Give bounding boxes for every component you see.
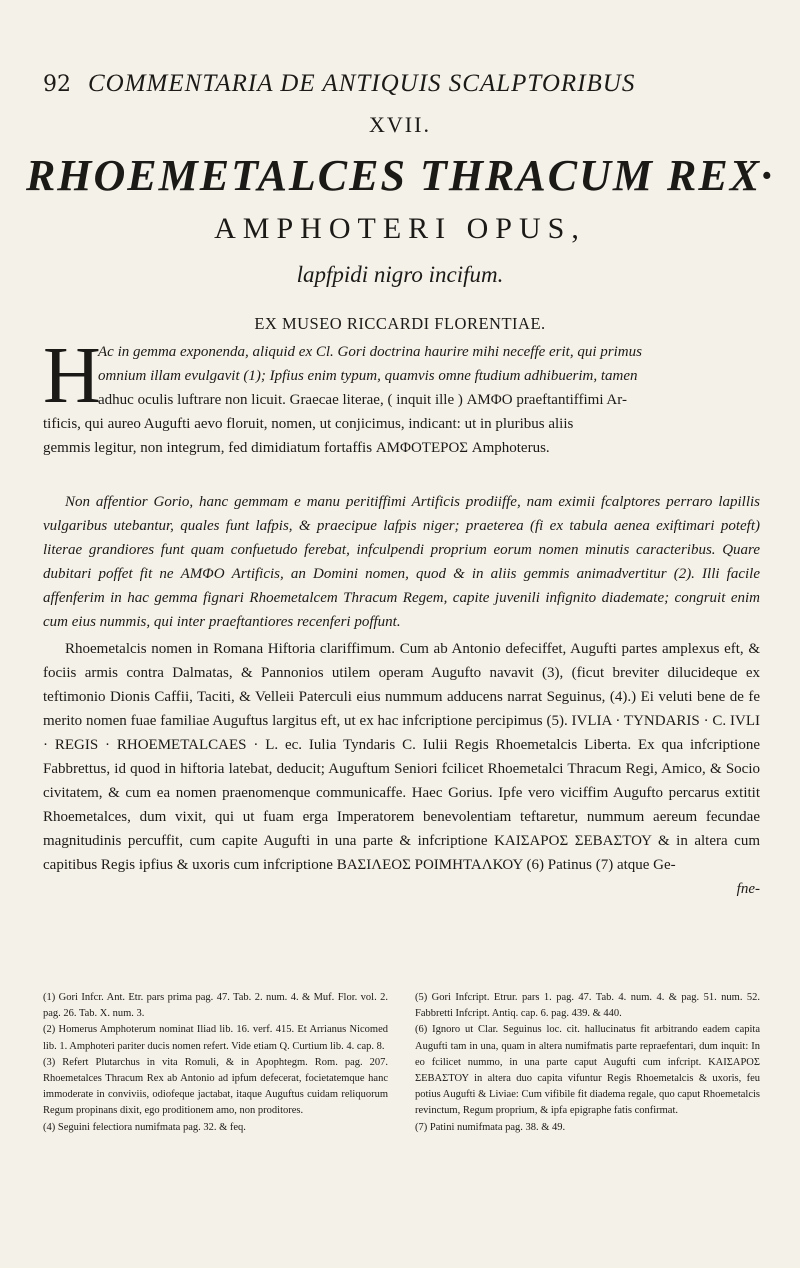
footnote: (2) Homerus Amphoterum nominat Iliad lib. 16. verf. 415. Et Arrianus Nicomed lib. 1. Amphoteri pariter ducis nomen refert. Vide etiam Q. Curtium lib. 4. cap. 8. [43,1024,388,1052]
footnote: (4) Seguini felectiora numifmata pag. 32. & feq. [43,1121,246,1133]
paragraph-1-line: adhuc oculis luftrare non licuit. Graecae literae, ( inquit ille ) ΑΜΦΟ praeftantiffimi Ar- [98,392,627,408]
chapter-title: RHOEMETALCES THRACUM REX· [25,151,775,200]
paragraph-3 [43,637,760,901]
paragraph-1-line: Ac in gemma exponenda, aliquid ex Cl. Gori doctrina haurire mihi neceffe erit, qui primus [98,344,642,360]
paragraph-1-line: omnium illam evulgavit (1); Ipfius enim typum, quamvis omne ftudium adhibuerim, tamen [98,368,638,384]
paragraph-1-line: tificis, qui aureo Augufti aevo floruit, nomen, ut conjicimus, indicant: ut in pluribus aliis [43,416,574,432]
paragraph-1 [43,332,760,460]
material-line: lapfpidi nigro incifum. [296,262,504,287]
paragraph-1-line: gemmis legitur, non integrum, fed dimidiatum fortaffis ΑΜΦΟΤΕΡΟΣ Amphoterus. [43,440,550,456]
running-title: COMMENTARIA DE ANTIQUIS SCALPTORIBUS [88,70,636,97]
paragraph-2-text: Non affentior Gorio, hanc gemmam e manu peritiffimi Artificis prodiiffe, nam eximii fcalptores perraro lapillis vulgaribus utebantur, quales funt lafpis, & praecipue lafpis niger; praeterea (fi ex tabula aenea exiftimari poteft) literae grandiores funt quam confuetudo ferebat, infculpendi proprium eorum nomen minutis caracteribus. Quare dubitari poffet fit ne ΑΜΦΟ Artificis, an Domini nomen, quod & in aliis gemmis animadvertitur (2). Illi facile affenferim in hac gemma fignari Rhoemetalcem Thracum Regem, capite juvenili infignito diademate; congruit enim cum eius nummis, qui inter praeftantiores recenferi poffunt. [43,494,760,630]
footnotes-right-column [415,990,760,1136]
footnote: (3) Refert Plutarchus in vita Romuli, & in Apophtegm. Rom. pag. 207. Rhoemetalces Thracum Rex ab Antonio ad ipfum defecerat, focietatemque hanc immoderate in conviviis, odiofeque jactabat, itaque Auguftus cuidam reliquorum Regum propinans dixit, ego proditionem amo, non proditores. [43,1056,388,1117]
footnote: (5) Gori Infcript. Etrur. pars 1. pag. 47. Tab. 4. num. 4. & pag. 51. num. 52. Fabbretti Infcript. Antiq. cap. 6. pag. 439. & 440. [415,992,760,1020]
paragraph-2 [43,490,760,634]
footnotes-left-column [43,990,388,1136]
footnote: (6) Ignoro ut Clar. Seguinus loc. cit. hallucinatus fit arbitrando eadem capita Augufti tam in una, quam in altera numifmatis parte repraefentari, dum inquit: In eo fcilicet nummo, in una parte caput Augufti cum infcript. ΚΑΙΣΑΡΟΣ ΣΕΒΑΣΤΟΥ in altera duo capita vifuntur Regis Rhoemetalcis & uxoris, feu potius Augufti & Liviae: Cum vifibile fit diadema regale, quo caput Rhoemetalcis revinctum, Regum proprium, & ipfa epigraphe fatis confirmat. [415,1024,760,1117]
section-number: XVII. [369,112,431,137]
footnote: (7) Patini numifmata pag. 38. & 49. [415,1121,566,1133]
footnote: (1) Gori Infcr. Ant. Etr. pars prima pag. 47. Tab. 2. num. 4. & Muf. Flor. vol. 2. pag. 26. Tab. X. num. 3. [43,992,388,1020]
catchword: fne- [736,881,760,897]
chapter-subtitle: AMPHOTERI OPUS, [214,212,586,245]
running-header [0,68,800,104]
page-number: 92 [43,72,71,97]
drop-capital: H [43,332,101,420]
provenance-line: EX MUSEO RICCARDI FLORENTIAE. [254,314,546,333]
paragraph-3-text: Rhoemetalcis nomen in Romana Hiftoria clariffimum. Cum ab Antonio defeciffet, Augufti partes amplexus eft, & fociis armis contra Dalmatas, & Pannonios utilem operam Augufto navavit (3), (ficut breviter dilucideque ex teftimonio Dionis Caffii, Taciti, & Velleii Paterculi eius nummum adducens narrat Seguinus, (4).) Ei veluti bene de fe merito nomen fuae familiae Auguftus largitus eft, ut ex hac infcriptione percipimus (5). IVLIA · TYNDARIS · C. IVLI · REGIS · RHOEMETALCAES · L. ec. Iulia Tyndaris C. Iulii Regis Rhoemetalcis Liberta. Ex qua infcriptione Fabbrettus, id quod in hiftoria latebat, deducit; Auguftum Seniori fcilicet Rhoemetalci Thracum Regi, Amico, & Socio civitatem, & cum ea nomen praenomenque communicaffe. Haec Gorius. Ipfe vero viciffim Augufto percarus extitit Rhoemetalces, dum vixit, qui ut fuam erga Imperatorem benevolentiam teftaretur, nummum aereum fecundae magnitudinis percuffit, cum capite Augufti in una parte & infcriptione ΚΑΙΣΑΡΟΣ ΣΕΒΑΣΤΟΥ & in altera cum capitibus Regis ipfius & uxoris cum infcriptione ΒΑΣΙΛΕΟΣ ΡΟΙΜΗΤΑΛΚΟΥ (6) Patinus (7) atque Ge- [43,641,760,873]
